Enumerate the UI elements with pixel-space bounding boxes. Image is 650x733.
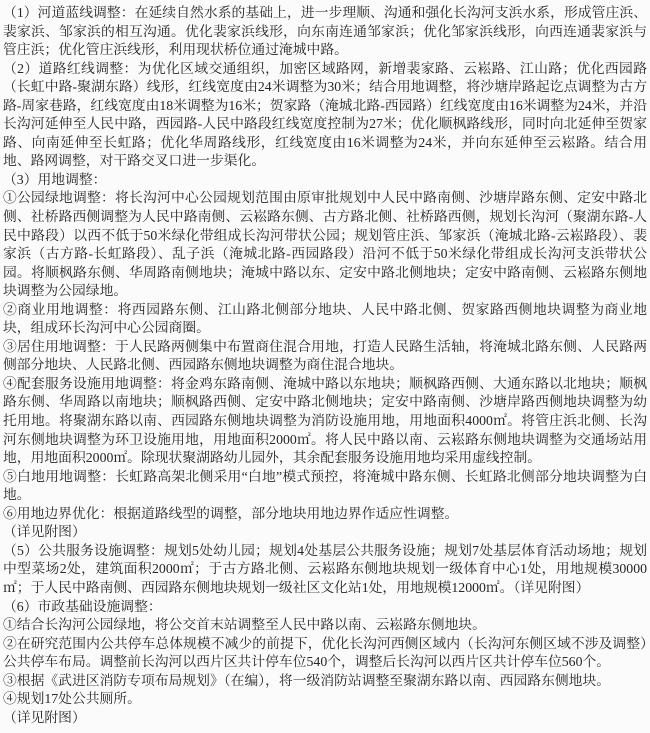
para-5-public-service-facilities: （5）公共服务设施调整：规划5处幼儿园；规划4处基层公共服务设施；规划7处基层体育活动场地；规划中型菜场2处，建筑面积2000㎡；于古方路北侧、云崧路东侧地块规划一级体育中心1处，用地规模30000㎡；于人民中路南侧、西园路东侧地块规划一级社区文化站1处，用地规模12000㎡。（详见附图） — [3, 542, 647, 595]
para-1-river-blue-line-adjustment: （1）河道蓝线调整：在延续自然水系的基础上，进一步理顺、沟通和强化长沟河支浜水系，形成管庄浜、裴家浜、邹家浜的相互沟通。优化裴家浜线形，向东南连通邹家浜；优化邹家浜线形，向西连通裴家浜与管庄浜；优化管庄浜线形，利用现状桥位通过淹城中路。 — [3, 5, 647, 58]
para-3-5-white-land: ⑤白地用地调整：长虹路高架北侧采用“白地”模式预控，将淹城中路东侧、长虹路北侧部分地块调整为白地。 — [3, 468, 647, 503]
para-3-land-use-adjustment-heading: （3）用地调整： — [3, 171, 107, 187]
para-3-4-supporting-facilities-land: ④配套服务设施用地调整：将金鸡东路南侧、淹城中路以东地块；顺枫路西侧、大通东路以北地块；顺枫路东侧、华周路以南地块；顺枫路西侧、定安中路北侧地块；定安中路南侧、沙塘岸路西侧地块调整为幼托用地。将聚湖东路以南、西园路东侧地块调整为消防设施用地，用地面积4000㎡。将管庄浜北侧、长沟河东侧地块调整为环卫设施用地，用地面积2000㎡。将人民中路以南、云崧路东侧地块调整为交通场站用地，用地面积2000㎡。除现状聚湖路幼儿园外，其余配套服务设施用地均采用虚线控制。 — [3, 375, 647, 466]
planning-document — [3, 4, 647, 727]
para-see-attached-figures-1: （详见附图） — [3, 524, 86, 540]
para-6-2-public-parking: ②在研究范围内公共停车总体规模不减少的前提下，优化长沟河西侧区域内（长沟河东侧区域不涉及调整）公共停车布局。调整前长沟河以西片区共计停车位540个，调整后长沟河以西片区共计停车位560个。 — [3, 635, 647, 670]
para-3-3-residential-land: ③居住用地调整：于人民路两侧集中布置商住混合用地，打造人民路生活轴，将淹城北路东侧、人民路两侧部分地块、人民路北侧、西园路东侧地块调整为商住混合地块。 — [3, 338, 647, 373]
para-6-1-bus-terminus: ①结合长沟河公园绿地，将公交首末站调整至人民中路以南、云崧路东侧地块。 — [3, 617, 486, 633]
para-2-road-red-line-adjustment: （2）道路红线调整：为优化区域交通组织，加密区域路网，新增裴家路、云崧路、江山路；优化西园路（长虹中路-聚湖东路）线形，红线宽度由24米调整为30米；结合用地调整，将沙塘岸路起讫点调整为古方路-周家巷路，红线宽度由18米调整为16米；贺家路（淹城北路-西园路）红线宽度由16米调整为24米，并沿长沟河延伸至人民中路，西园路-人民中路段红线宽度控制为27米；优化顺枫路线形，同时向北延伸至贺家路、向南延伸至长虹路；优化华周路线形，红线宽度由16米调整为24米，并向东延伸至云崧路。结合用地、路网调整，对干路交叉口进一步渠化。 — [3, 60, 647, 169]
para-6-4-public-toilets: ④规划17处公共厕所。 — [3, 691, 141, 707]
para-6-3-fire-station: ③根据《武进区消防专项布局规划》（在编），将一级消防站调整至聚湖东路以南、西园路东侧地块。 — [3, 672, 611, 688]
para-3-1-park-green-space: ①公园绿地调整：将长沟河中心公园规划范围由原审批规划中人民中路南侧、沙塘岸路东侧、定安中路北侧、社桥路西侧调整为人民中路南侧、云崧路东侧、古方路北侧、社桥路西侧，规划长沟河（聚湖东路-人民中路段）以西不低于50米绿化带组成长沟河带状公园；规划管庄浜、邹家浜（淹城北路-云崧路段）、裴家浜（古方路-长虹路段）、乱子浜（淹城北路-西园路段）沿河不低于50米绿化带组成长沟河支浜带状公园。将顺枫路东侧、华周路南侧地块；淹城中路以东、定安中路北侧地块；定安中路南侧、云崧路东侧地块调整为公园绿地。 — [3, 190, 647, 299]
para-3-2-commercial-land: ②商业用地调整：将西园路东侧、江山路北侧部分地块、人民中路北侧、贺家路西侧地块调整为商业地块，组成环长沟河中心公园商圈。 — [3, 301, 647, 336]
para-3-6-land-boundary-optimization: ⑥用地边界优化：根据道路线型的调整，部分地块用地边界作适应性调整。 — [3, 505, 459, 521]
para-6-municipal-infrastructure-heading: （6）市政基础设施调整： — [3, 598, 162, 614]
para-see-attached-figures-2: （详见附图） — [3, 709, 86, 725]
